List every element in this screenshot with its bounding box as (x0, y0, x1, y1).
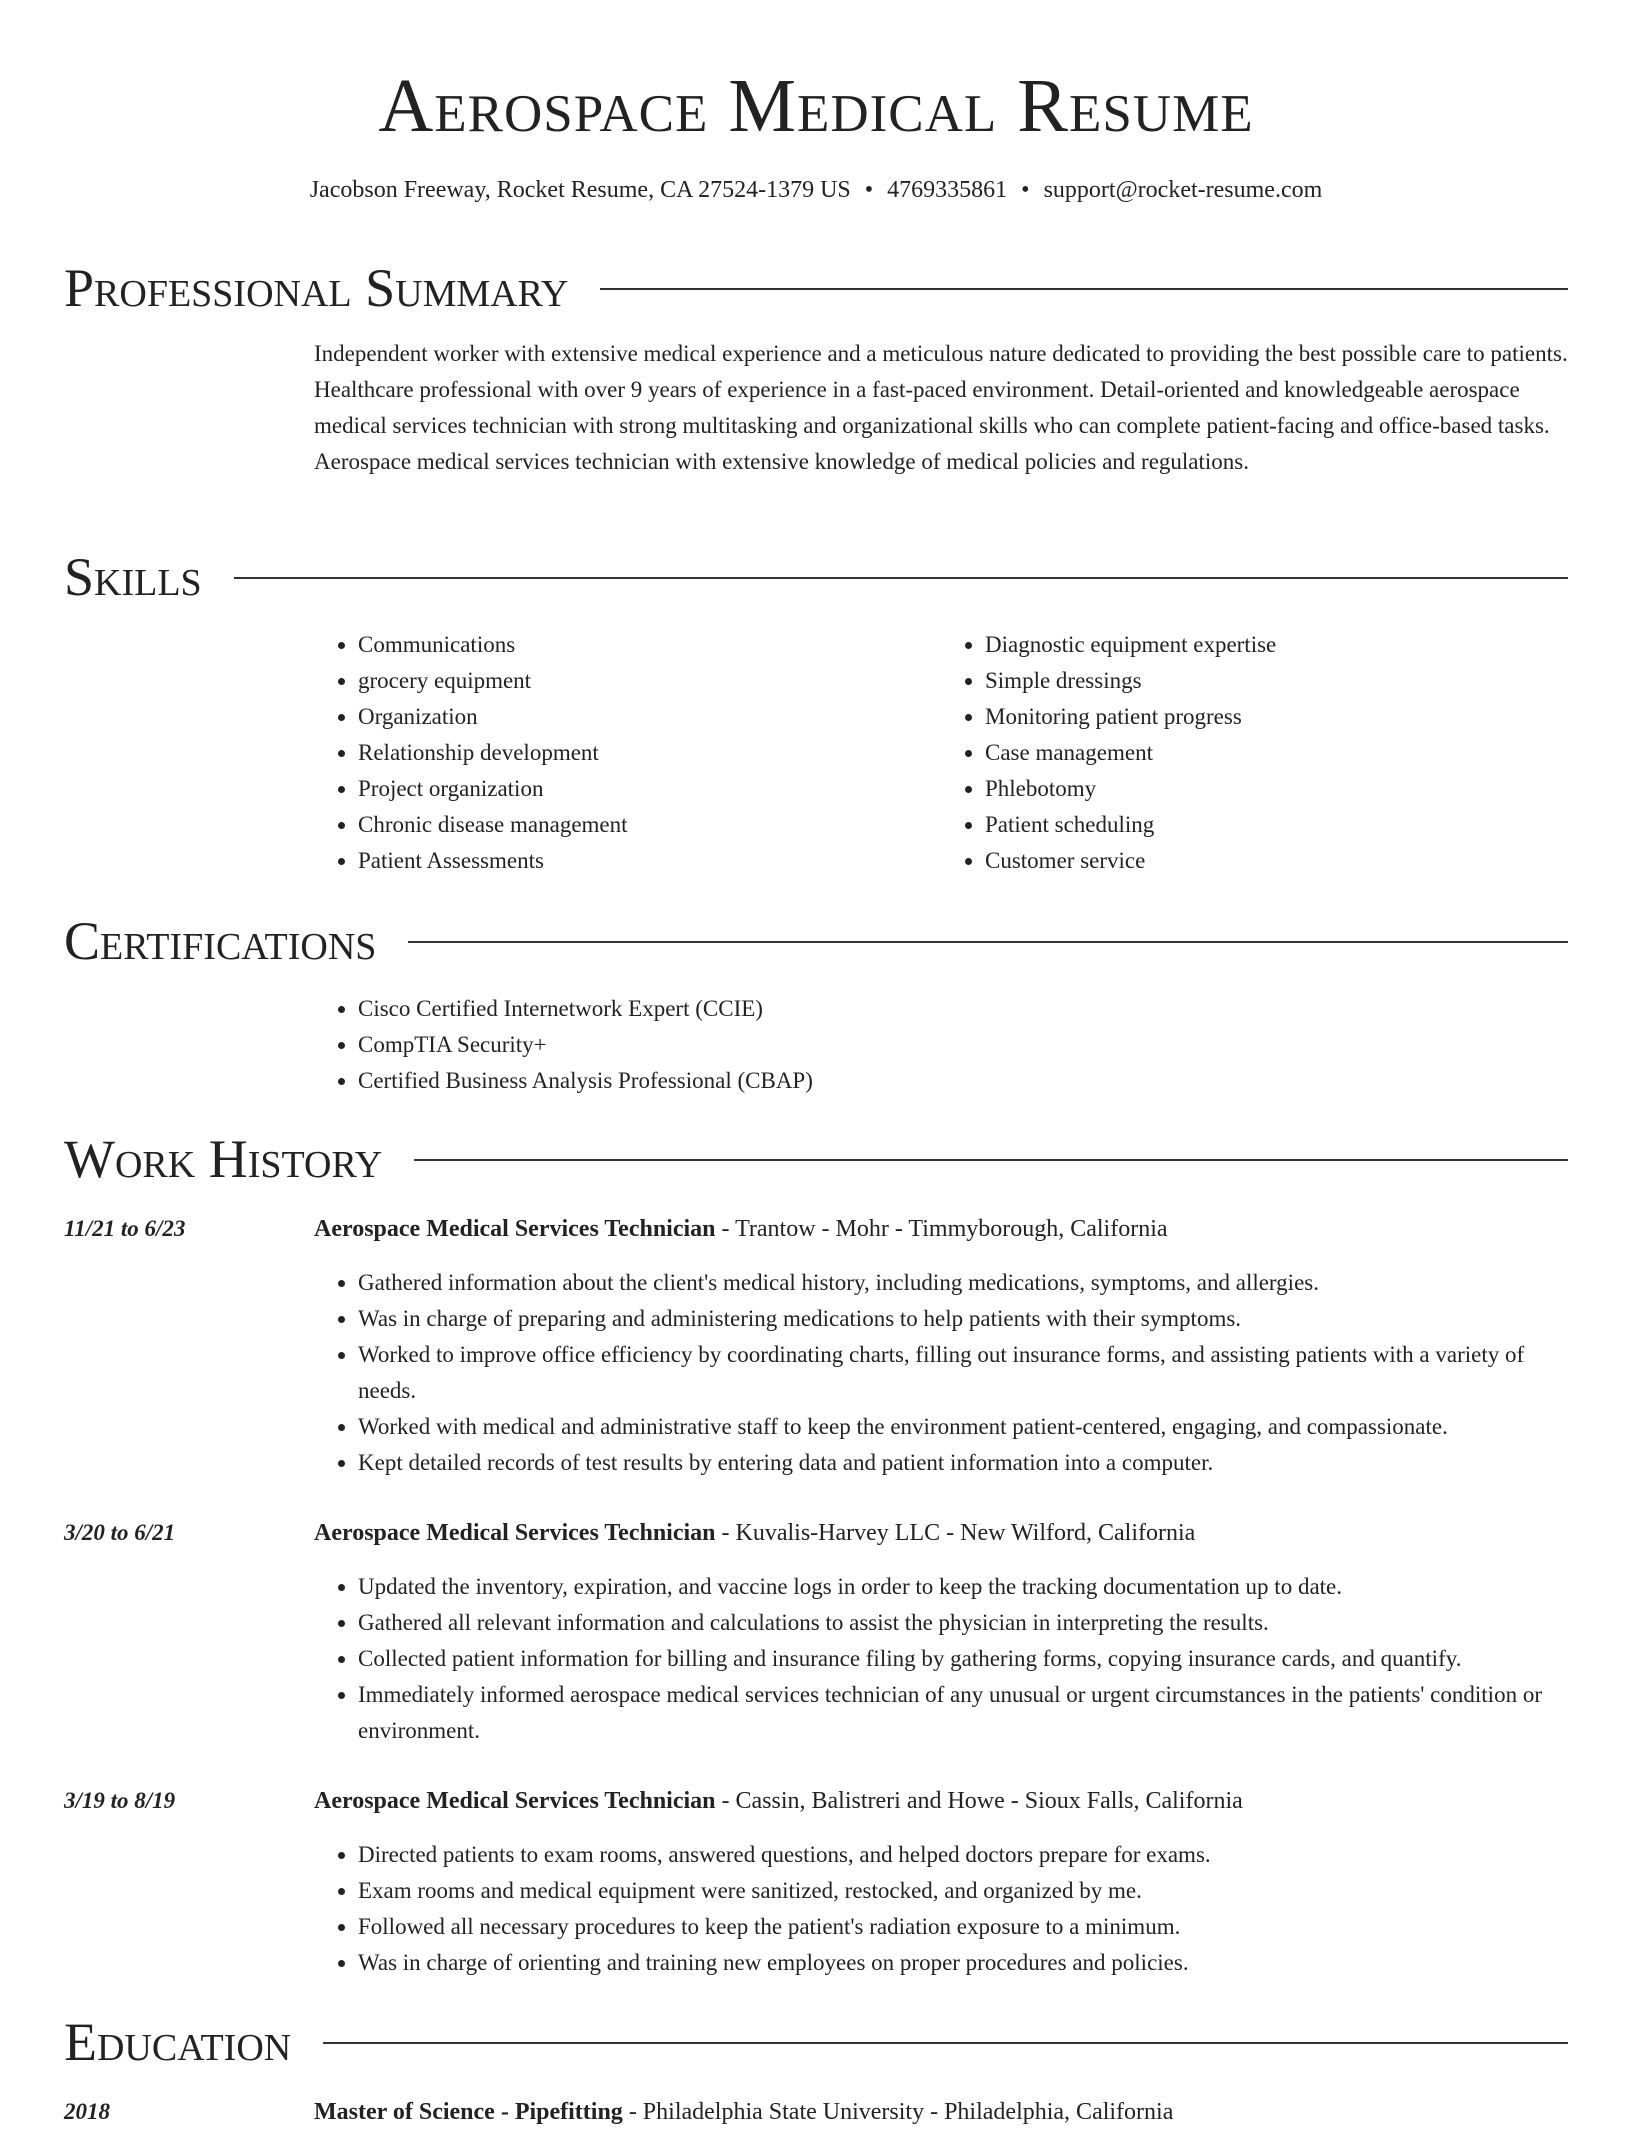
job-dates: 3/20 to 6/21 (64, 1520, 176, 1545)
job-bullet: • Kept detailed records of test results by entering data and patient information into a computer. (358, 1445, 1568, 1481)
skill-item: • Relationship development (358, 735, 941, 771)
address: Jacobson Freeway, Rocket Resume, CA 27524-1379 US (309, 177, 851, 203)
job-bullet: • Immediately informed aerospace medical services technician of any unusual or urgent circumstances in the patients' condition or environment. (358, 1677, 1568, 1749)
job-bullet: • Followed all necessary procedures to keep the patient's radiation exposure to a minimum. (358, 1909, 1568, 1945)
job-body (314, 1515, 1568, 1749)
job-entry (64, 1211, 1568, 1481)
job-entry (64, 1783, 1568, 1981)
school: - Philadelphia State University - Philadelphia, California (622, 2099, 1174, 2125)
certifications-list (314, 991, 1568, 1099)
job-bullet: • Was in charge of orienting and training new employees on proper procedures and policies. (358, 1945, 1568, 1981)
skill-item: • Phlebotomy (985, 771, 1568, 807)
skills-columns (314, 627, 1568, 879)
job-employer: - Cassin, Balistreri and Howe - Sioux Falls, California (715, 1788, 1243, 1814)
work-history-section (64, 1127, 1568, 1191)
education-body (314, 2094, 1568, 2130)
job-bullet: • Worked with medical and administrative staff to keep the environment patient-centered, engaging, and compassionate. (358, 1409, 1568, 1445)
section-rule (323, 2042, 1568, 2044)
section-title: Skills (64, 547, 202, 607)
job-bullets (314, 1837, 1568, 1981)
skills-list-left (314, 627, 941, 879)
skill-item: • grocery equipment (358, 663, 941, 699)
certification-item: • CompTIA Security+ (358, 1027, 1568, 1063)
degree: Master of Science - Pipefitting (314, 2099, 623, 2125)
section-title: Certifications (64, 911, 377, 971)
skill-item: • Patient scheduling (985, 807, 1568, 843)
job-title: Aerospace Medical Services Technician (314, 1520, 716, 1546)
summary-section (64, 256, 1568, 480)
phone: 4769335861 (887, 177, 1008, 203)
separator: • (864, 177, 874, 203)
job-bullets (314, 1569, 1568, 1749)
job-employer: - Kuvalis-Harvey LLC - New Wilford, California (715, 1520, 1196, 1546)
skill-item: • Patient Assessments (358, 843, 941, 879)
job-bullet: • Gathered information about the client's medical history, including medications, symptoms, and allergies. (358, 1265, 1568, 1301)
job-bullet: • Was in charge of preparing and administering medications to help patients with their symptoms. (358, 1301, 1568, 1337)
skill-item: • Case management (985, 735, 1568, 771)
job-title-line (314, 1783, 1568, 1819)
resume-title: Aerospace Medical Resume (378, 64, 1254, 148)
certifications-section (64, 909, 1568, 1099)
job-bullets (314, 1265, 1568, 1481)
skill-item: • Monitoring patient progress (985, 699, 1568, 735)
job-bullet: • Exam rooms and medical equipment were sanitized, restocked, and organized by me. (358, 1873, 1568, 1909)
skills-section (64, 545, 1568, 879)
skill-item: • Customer service (985, 843, 1568, 879)
skill-item: • Diagnostic equipment expertise (985, 627, 1568, 663)
job-body (314, 1783, 1568, 1981)
email: support@rocket-resume.com (1043, 177, 1323, 203)
certification-item: • Certified Business Analysis Professional (CBAP) (358, 1063, 1568, 1099)
job-dates: 11/21 to 6/23 (64, 1216, 186, 1241)
skill-item: • Communications (358, 627, 941, 663)
section-title: Professional Summary (64, 258, 569, 318)
skill-item: • Project organization (358, 771, 941, 807)
certifications-content (314, 991, 1568, 1099)
section-header (64, 1127, 1568, 1191)
education-line (314, 2094, 1568, 2130)
job-body (314, 1211, 1568, 1481)
skill-item: • Simple dressings (985, 663, 1568, 699)
section-header (64, 909, 1568, 973)
section-rule (234, 577, 1568, 579)
section-header (64, 545, 1568, 609)
job-bullet: • Directed patients to exam rooms, answered questions, and helped doctors prepare for exams. (358, 1837, 1568, 1873)
job-entry (64, 1515, 1568, 1749)
section-title: Work History (64, 1129, 383, 1189)
education-entry (64, 2094, 1568, 2130)
job-bullet: • Collected patient information for billing and insurance filing by gathering forms, copying insurance cards, and quantify. (358, 1641, 1568, 1677)
section-rule (600, 288, 1568, 290)
section-header (64, 2010, 1568, 2074)
skill-item: • Chronic disease management (358, 807, 941, 843)
job-title-line (314, 1211, 1568, 1247)
skill-item: • Organization (358, 699, 941, 735)
job-bullet: • Worked to improve office efficiency by coordinating charts, filling out insurance forms, and assisting patients with a variety of needs. (358, 1337, 1568, 1409)
job-dates: 3/19 to 8/19 (64, 1788, 176, 1813)
section-title: Education (64, 2012, 292, 2072)
skills-list-right (941, 627, 1568, 879)
certification-item: • Cisco Certified Internetwork Expert (CCIE) (358, 991, 1568, 1027)
section-rule (408, 941, 1568, 943)
section-header (64, 256, 1568, 320)
contact-line (0, 174, 1632, 206)
separator: • (1021, 177, 1030, 203)
job-bullet: • Gathered all relevant information and calculations to assist the physician in interpreting the results. (358, 1605, 1568, 1641)
job-employer: - Trantow - Mohr - Timmyborough, California (715, 1216, 1168, 1242)
job-title-line (314, 1515, 1568, 1551)
education-section (64, 2010, 1568, 2074)
section-rule (414, 1159, 1568, 1161)
education-dates: 2018 (64, 2099, 110, 2124)
job-bullet: • Updated the inventory, expiration, and vaccine logs in order to keep the tracking documentation up to date. (358, 1569, 1568, 1605)
job-title: Aerospace Medical Services Technician (314, 1788, 716, 1814)
job-title: Aerospace Medical Services Technician (314, 1216, 716, 1242)
summary-text: Independent worker with extensive medical experience and a meticulous nature dedicated to providing the best possible care to patients. Healthcare professional with over 9 years of experience in a fast-paced environment. Detail-oriented and knowledgeable aerospace medical services technician with strong multitasking and organizational skills who can complete patient-facing and office-based tasks. Aerospace medical services technician with extensive knowledge of medical policies and regulations. (314, 341, 1568, 474)
